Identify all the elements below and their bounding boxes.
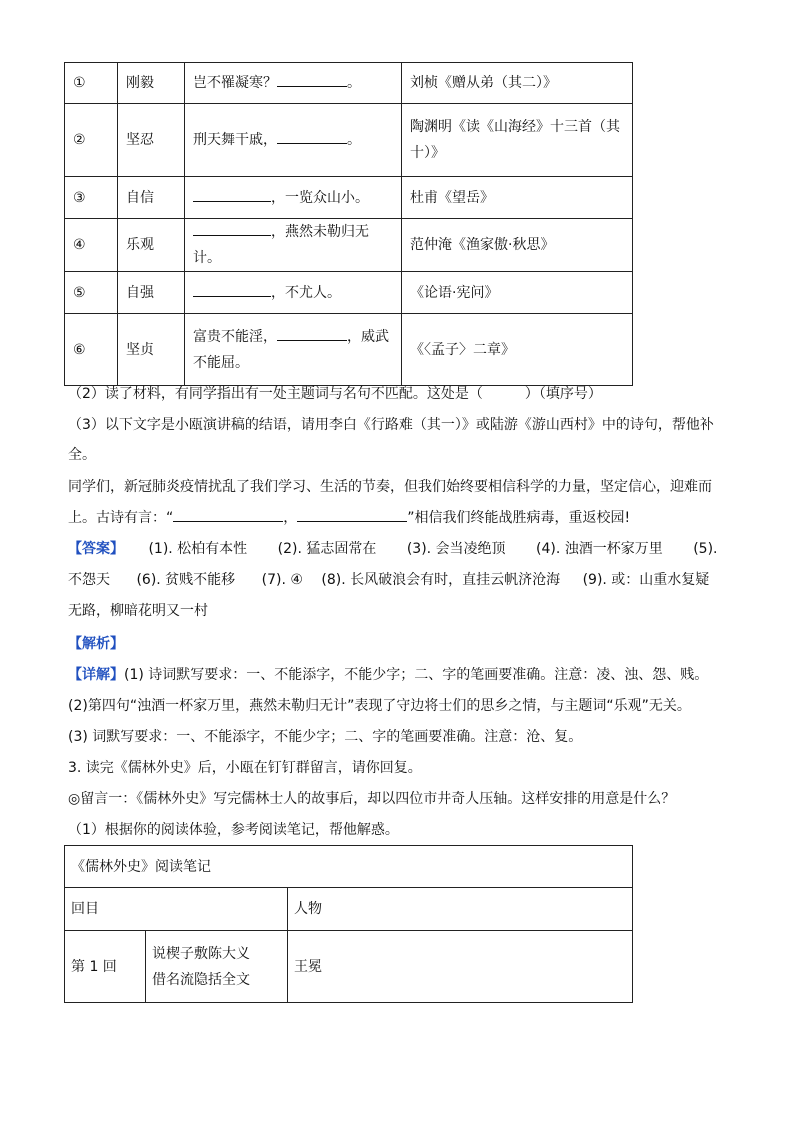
answer-line-2: 不怨天 (6). 贫贱不能移 (7). ④ (8). 长风破浪会有时，直挂云帆济沧海 (9). 或：山重水复疑 — [68, 572, 710, 588]
verse-cell: ，一览众山小。 — [185, 177, 402, 219]
column-header-person: 人物 — [288, 888, 633, 931]
verse-cell: 富贵不能淫， ，威武 不能屈。 — [185, 314, 402, 386]
detail-3: (3) 词默写要求：一、不能添字，不能少字；二、字的笔画要准确。注意：沧、复。 — [68, 729, 583, 745]
message-1-sub: （1）根据你的阅读体验，参考阅读笔记，帮他解惑。 — [68, 822, 399, 838]
answer-label: 【答案】 — [68, 541, 124, 557]
table-title: 《儒林外史》阅读笔记 — [65, 846, 633, 888]
theme-word: 刚毅 — [118, 63, 185, 104]
table-row — [65, 177, 633, 219]
blank — [277, 326, 347, 341]
verse-cell: ，不尤人。 — [185, 272, 402, 314]
source-cell: 刘桢《赠从弟（其二）》 — [402, 63, 633, 104]
source-cell: 杜甫《望岳》 — [402, 177, 633, 219]
verse-cell: ，燕然未勒归无计。 — [185, 219, 402, 272]
answer-line-3: 无路，柳暗花明又一村 — [68, 603, 208, 619]
table-row — [65, 63, 633, 104]
question-2: （2）读了材料，有同学指出有一处主题词与名句不匹配。这处是（ ）（填序号） — [68, 386, 602, 402]
detail-2: (2)第四句“浊酒一杯家万里，燕然未勒归无计”表现了守边将士们的思乡之情，与主题词“乐观”无关。 — [68, 698, 691, 714]
table-row — [65, 272, 633, 314]
theme-word: 坚忍 — [118, 104, 185, 177]
source-cell: 《论语·宪问》 — [402, 272, 633, 314]
column-header-chapter: 回目 — [65, 888, 288, 931]
blank — [277, 129, 347, 144]
question-3-title: 3. 读完《儒林外史》后，小瓯在钉钉群留言，请你回复。 — [68, 760, 422, 776]
message-1: ◎留言一：《儒林外史》写完儒林士人的故事后，却以四位市井奇人压轴。这样安排的用意是什么？ — [68, 791, 676, 807]
table-row — [65, 104, 633, 177]
row-number: ② — [65, 104, 118, 177]
chapter-title: 说楔子敷陈大义 借名流隐括全文 — [146, 931, 288, 1003]
blank — [193, 187, 271, 202]
theme-word: 乐观 — [118, 219, 185, 272]
theme-word: 自信 — [118, 177, 185, 219]
row-number: ① — [65, 63, 118, 104]
row-number: ⑤ — [65, 272, 118, 314]
table-row — [65, 931, 633, 1003]
detail-1: 【详解】(1) 诗词默写要求：一、不能添字，不能少字；二、字的笔画要准确。注意：凌、浊、怨、贱。 — [68, 667, 709, 683]
chapter-number: 第 1 回 — [65, 931, 146, 1003]
theme-word: 自强 — [118, 272, 185, 314]
verse-cell: 岂不罹凝寒？ 。 — [185, 63, 402, 104]
row-number: ⑥ — [65, 314, 118, 386]
speech-paragraph: 同学们，新冠肺炎疫情扰乱了我们学习、生活的节奏，但我们始终要相信科学的力量，坚定信心，迎难而 — [68, 479, 712, 495]
table-row — [65, 219, 633, 272]
table-row — [65, 846, 633, 888]
table-row — [65, 888, 633, 931]
person-cell: 王冕 — [288, 931, 633, 1003]
answer-line-1: 【答案】 (1). 松柏有本性 (2). 猛志固常在 (3). 会当凌绝顶 (4). 浊酒一杯家万里 (5). — [68, 541, 718, 557]
question-3-cont: 全。 — [68, 447, 96, 463]
source-cell: 《〈孟子〉二章》 — [402, 314, 633, 386]
row-number: ④ — [65, 219, 118, 272]
source-cell: 陶渊明《读《山海经》十三首（其 十）》 — [402, 104, 633, 177]
blank — [277, 72, 347, 87]
theme-word: 坚贞 — [118, 314, 185, 386]
table-row — [65, 314, 633, 386]
question-3: （3）以下文字是小瓯演讲稿的结语，请用李白《行路难（其一）》或陆游《游山西村》中的诗句，帮他补 — [68, 417, 714, 433]
blank — [193, 221, 271, 236]
analysis-label: 【解析】 — [68, 636, 124, 652]
poem-table — [64, 62, 633, 386]
reading-notes-table — [64, 845, 633, 1003]
blank — [193, 282, 271, 297]
verse-cell: 刑天舞干戚， 。 — [185, 104, 402, 177]
blank — [297, 507, 407, 522]
row-number: ③ — [65, 177, 118, 219]
blank — [173, 507, 283, 522]
source-cell: 范仲淹《渔家傲·秋思》 — [402, 219, 633, 272]
speech-paragraph-cont: 上。古诗有言：“ ， ”相信我们终能战胜病毒，重返校园! — [68, 503, 630, 533]
